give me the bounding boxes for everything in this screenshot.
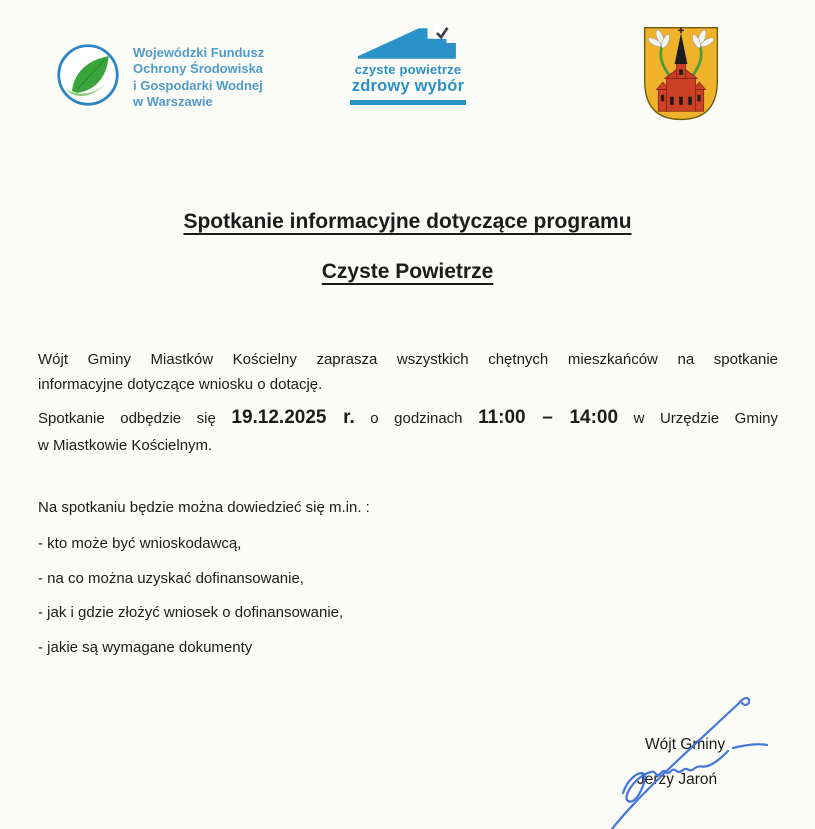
list-item: - jak i gdzie złożyć wniosek o dofinansowanie,	[38, 604, 344, 621]
signer-role: Wójt Gminy	[645, 736, 726, 753]
house-checkmark-icon	[350, 26, 466, 60]
page-title-line1: Spotkanie informacyjne dotyczące programu	[183, 210, 632, 233]
paragraph-meeting-details	[38, 404, 778, 459]
signature-block	[595, 688, 815, 829]
paragraph-invitation-line1: Wójt Gminy Miastków Kościelny zaprasza wszystkich chętnych mieszkańców na spotkanie	[38, 351, 778, 368]
paragraph-invitation	[38, 347, 778, 397]
wfosigw-line: i Gospodarki Wodnej	[133, 77, 263, 93]
meeting-hours: 11:00 – 14:00	[478, 407, 619, 428]
page-title-line2: Czyste Powietrze	[321, 260, 494, 283]
signer-name: Jerzy Jaroń	[637, 771, 718, 788]
wfosigw-logo	[55, 42, 264, 113]
czyste-powietrze-label: czyste powietrze	[354, 62, 462, 77]
list-item: - kto może być wnioskodawcą,	[38, 535, 242, 552]
meeting-date: 19.12.2025 r.	[231, 407, 355, 428]
meeting-text: w Urzędzie Gminy	[633, 410, 778, 427]
coat-of-arms-icon	[638, 24, 724, 129]
list-intro: Na spotkaniu będzie można dowiedzieć się m.in. :	[38, 499, 370, 516]
list-item: - jakie są wymagane dokumenty	[38, 639, 253, 656]
handwritten-signature-icon	[595, 688, 815, 829]
meeting-details-line2: w Miastkowie Kościelnym.	[38, 437, 213, 454]
czyste-powietrze-logo	[350, 26, 466, 105]
meeting-text: Spotkanie odbędzie się	[38, 410, 216, 427]
wfosigw-line: Wojewódzki Fundusz	[133, 44, 265, 60]
meeting-text: o godzinach	[370, 410, 463, 427]
list-item: - na co można uzyskać dofinansowanie,	[38, 570, 304, 587]
logo-bar	[350, 100, 466, 105]
wfosigw-line: w Warszawie	[133, 94, 213, 109]
zdrowy-wybor-label: zdrowy wybór	[351, 77, 465, 95]
paragraph-invitation-line2: informacyjne dotyczące wniosku o dotację.	[38, 376, 323, 393]
meeting-details-line1	[38, 404, 778, 432]
wfosigw-logo-text	[133, 45, 264, 111]
wfosigw-line: Ochrony Środowiska	[133, 61, 264, 76]
leaf-circle-icon	[55, 42, 121, 113]
